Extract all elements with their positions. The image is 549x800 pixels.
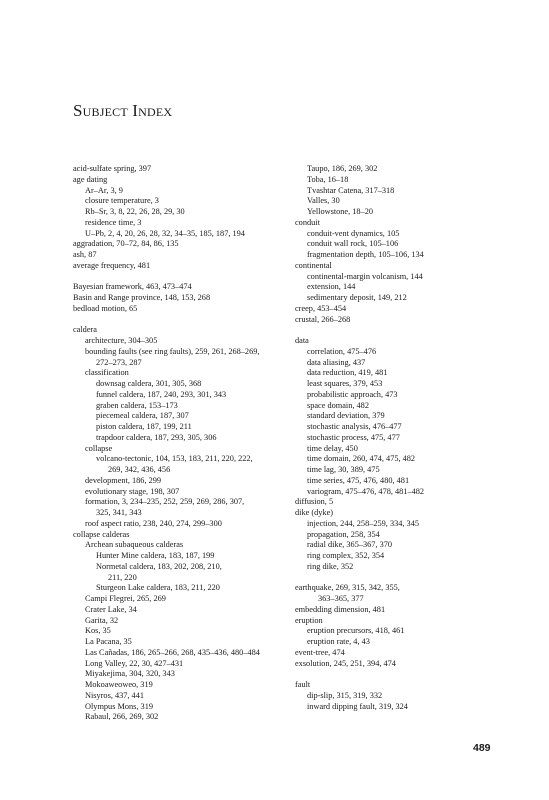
index-subentry: Toba, 16–18: [307, 174, 349, 184]
index-subentry: Valles, 30: [307, 196, 340, 206]
page-title: Subject Index: [73, 101, 173, 121]
index-entry: bedload motion, 65: [73, 303, 138, 313]
index-gap: [295, 325, 535, 336]
index-gap: [73, 315, 313, 326]
index-entry: caldera: [73, 325, 97, 335]
index-subentry: data reduction, 419, 481: [307, 368, 388, 378]
index-entry: eruption: [295, 615, 323, 625]
index-subentry: continental-margin volcanism, 144: [307, 271, 423, 281]
index-entry: event-tree, 474: [295, 647, 345, 657]
index-entry: crustal, 266–268: [295, 314, 351, 324]
index-subentry: time series, 475, 476, 480, 481: [307, 475, 410, 485]
index-subentry: ring complex, 352, 354: [307, 551, 385, 560]
index-subentry: Kos, 35: [85, 626, 111, 636]
index-subentry: Archean subaqueous calderas: [85, 540, 184, 550]
index-subentry: Taupo, 186, 269, 302: [307, 164, 378, 173]
index-entry: age dating: [73, 174, 108, 184]
index-subentry: least squares, 379, 453: [307, 379, 383, 388]
index-subentry: piecemeal caldera, 187, 307: [96, 411, 189, 421]
index-entry: fault: [295, 680, 311, 689]
index-subentry: volcano-tectonic, 104, 153, 183, 211, 220, 222,: [96, 454, 253, 464]
index-subentry: 211, 220: [108, 572, 137, 582]
index-subentry: Campi Flegrei, 265, 269: [85, 594, 166, 603]
index-gap: [73, 272, 313, 283]
index-gap: [295, 669, 535, 680]
index-subentry: ring dike, 352: [307, 561, 354, 571]
index-subentry: funnel caldera, 187, 240, 293, 301, 343: [96, 389, 227, 399]
index-subentry: Mokoaweoweo, 319: [85, 680, 153, 689]
index-subentry: bounding faults (see ring faults), 259, 261, 268–269,: [85, 346, 260, 356]
index-entry: embedding dimension, 481: [295, 604, 386, 614]
index-subentry: sedimentary deposit, 149, 212: [307, 293, 407, 302]
index-subentry: Ar–Ar, 3, 9: [85, 185, 123, 195]
index-subentry: data aliasing, 437: [307, 357, 366, 367]
index-subentry: 325, 341, 343: [96, 508, 142, 517]
index-entry: Basin and Range province, 148, 153, 268: [73, 293, 211, 302]
index-subentry: extension, 144: [307, 282, 356, 292]
index-entry: conduit: [295, 217, 320, 227]
index-subentry: trapdoor caldera, 187, 293, 305, 306: [96, 432, 217, 442]
index-subentry: stochastic analysis, 476–477: [307, 422, 402, 431]
index-subentry: graben caldera, 153–173: [96, 400, 178, 410]
index-subentry: residence time, 3: [85, 217, 142, 227]
index-subentry: 272–273, 287: [96, 357, 142, 367]
index-subentry: Nisyros, 437, 441: [85, 690, 145, 700]
index-subentry: inward dipping fault, 319, 324: [307, 701, 408, 711]
index-entry: aggradation, 70–72, 84, 86, 135: [73, 239, 179, 249]
index-entry: continental: [295, 260, 332, 270]
index-subentry: architecture, 304–305: [85, 336, 158, 345]
index-subentry: formation, 3, 234–235, 252, 259, 269, 286, 307,: [85, 497, 245, 507]
index-entry: earthquake, 269, 315, 342, 355,: [295, 583, 400, 593]
index-subentry: conduit wall rock, 105–106: [307, 239, 399, 249]
index-subentry: collapse: [85, 443, 113, 453]
index-subentry: evolutionary stage, 198, 307: [85, 486, 180, 496]
index-entry: average frequency, 481: [73, 260, 151, 270]
index-subentry: propagation, 258, 354: [307, 529, 380, 539]
index-entry: collapse calderas: [73, 529, 130, 539]
index-subentry: variogram, 475–476, 478, 481–482: [307, 486, 425, 496]
index-entry: Bayesian framework, 463, 473–474: [73, 282, 192, 292]
index-gap: [295, 573, 535, 584]
index-subentry: Crater Lake, 34: [85, 604, 137, 614]
index-subentry: U–Pb, 2, 4, 20, 26, 28, 32, 34–35, 185, 187, 194: [85, 228, 245, 238]
index-subentry: probabilistic approach, 473: [307, 389, 398, 399]
index-subentry: fragmentation depth, 105–106, 134: [307, 250, 424, 259]
index-subentry: La Pacana, 35: [85, 637, 132, 646]
index-subentry: 269, 342, 436, 456: [108, 465, 171, 474]
index-entry: exsolution, 245, 251, 394, 474: [295, 658, 396, 668]
index-subentry: Rb–Sr, 3, 8, 22, 26, 28, 29, 30: [85, 207, 185, 216]
index-subentry: piston caldera, 187, 199, 211: [96, 422, 192, 431]
index-subentry: time lag, 30, 389, 475: [307, 465, 380, 474]
index-subentry: eruption precursors, 418, 461: [307, 626, 405, 636]
index-subentry: Long Valley, 22, 30, 427–431: [85, 658, 184, 668]
index-entry: ash, 87: [73, 250, 97, 259]
index-subentry: time delay, 450: [307, 443, 358, 453]
index-subentry: development, 186, 299: [85, 475, 162, 485]
index-subentry: injection, 244, 258–259, 334, 345: [307, 518, 419, 528]
index-subentry: standard deviation, 379: [307, 411, 385, 421]
index-subentry: Las Cañadas, 186, 265–266, 268, 435–436, 480–484: [85, 647, 260, 657]
index-subentry: dip-slip, 315, 319, 332: [307, 690, 383, 700]
index-column-left: [73, 164, 313, 723]
index-subentry: conduit-vent dynamics, 105: [307, 228, 400, 238]
index-entry: data: [295, 336, 309, 345]
index-subentry: Garita, 32: [85, 615, 119, 625]
index-column-right: [295, 164, 535, 712]
index-subentry: radial dike, 365–367, 370: [307, 540, 393, 550]
index-entry: diffusion, 5: [295, 497, 334, 507]
index-subentry: roof aspect ratio, 238, 240, 274, 299–300: [85, 518, 222, 528]
index-entry: creep, 453–454: [295, 303, 347, 313]
index-subentry: correlation, 475–476: [307, 346, 377, 356]
index-subentry: eruption rate, 4, 43: [307, 637, 370, 646]
index-subentry: time domain, 260, 474, 475, 482: [307, 454, 416, 464]
index-subentry: classification: [85, 368, 129, 378]
index-subentry: Hunter Mine caldera, 183, 187, 199: [96, 551, 215, 560]
index-subentry: Olympus Mons, 319: [85, 701, 153, 711]
index-subentry: space domain, 482: [307, 400, 369, 410]
index-subentry: closure temperature, 3: [85, 196, 159, 206]
page-number: 489: [473, 742, 491, 754]
index-subentry: Rabaul, 266, 269, 302: [85, 712, 159, 722]
index-subentry: Normetal caldera, 183, 202, 208, 210,: [96, 561, 222, 571]
index-subentry: Yellowstone, 18–20: [307, 207, 373, 216]
index-entry: acid-sulfate spring, 397: [73, 164, 152, 173]
index-subentry: 363–365, 377: [318, 594, 364, 603]
index-subentry: Sturgeon Lake caldera, 183, 211, 220: [96, 583, 220, 593]
index-entry: dike (dyke): [295, 508, 334, 517]
index-subentry: Tvashtar Catena, 317–318: [307, 185, 395, 195]
index-subentry: stochastic process, 475, 477: [307, 432, 400, 442]
index-subentry: Miyakejima, 304, 320, 343: [85, 669, 175, 679]
index-subentry: downsag caldera, 301, 305, 368: [96, 379, 202, 388]
